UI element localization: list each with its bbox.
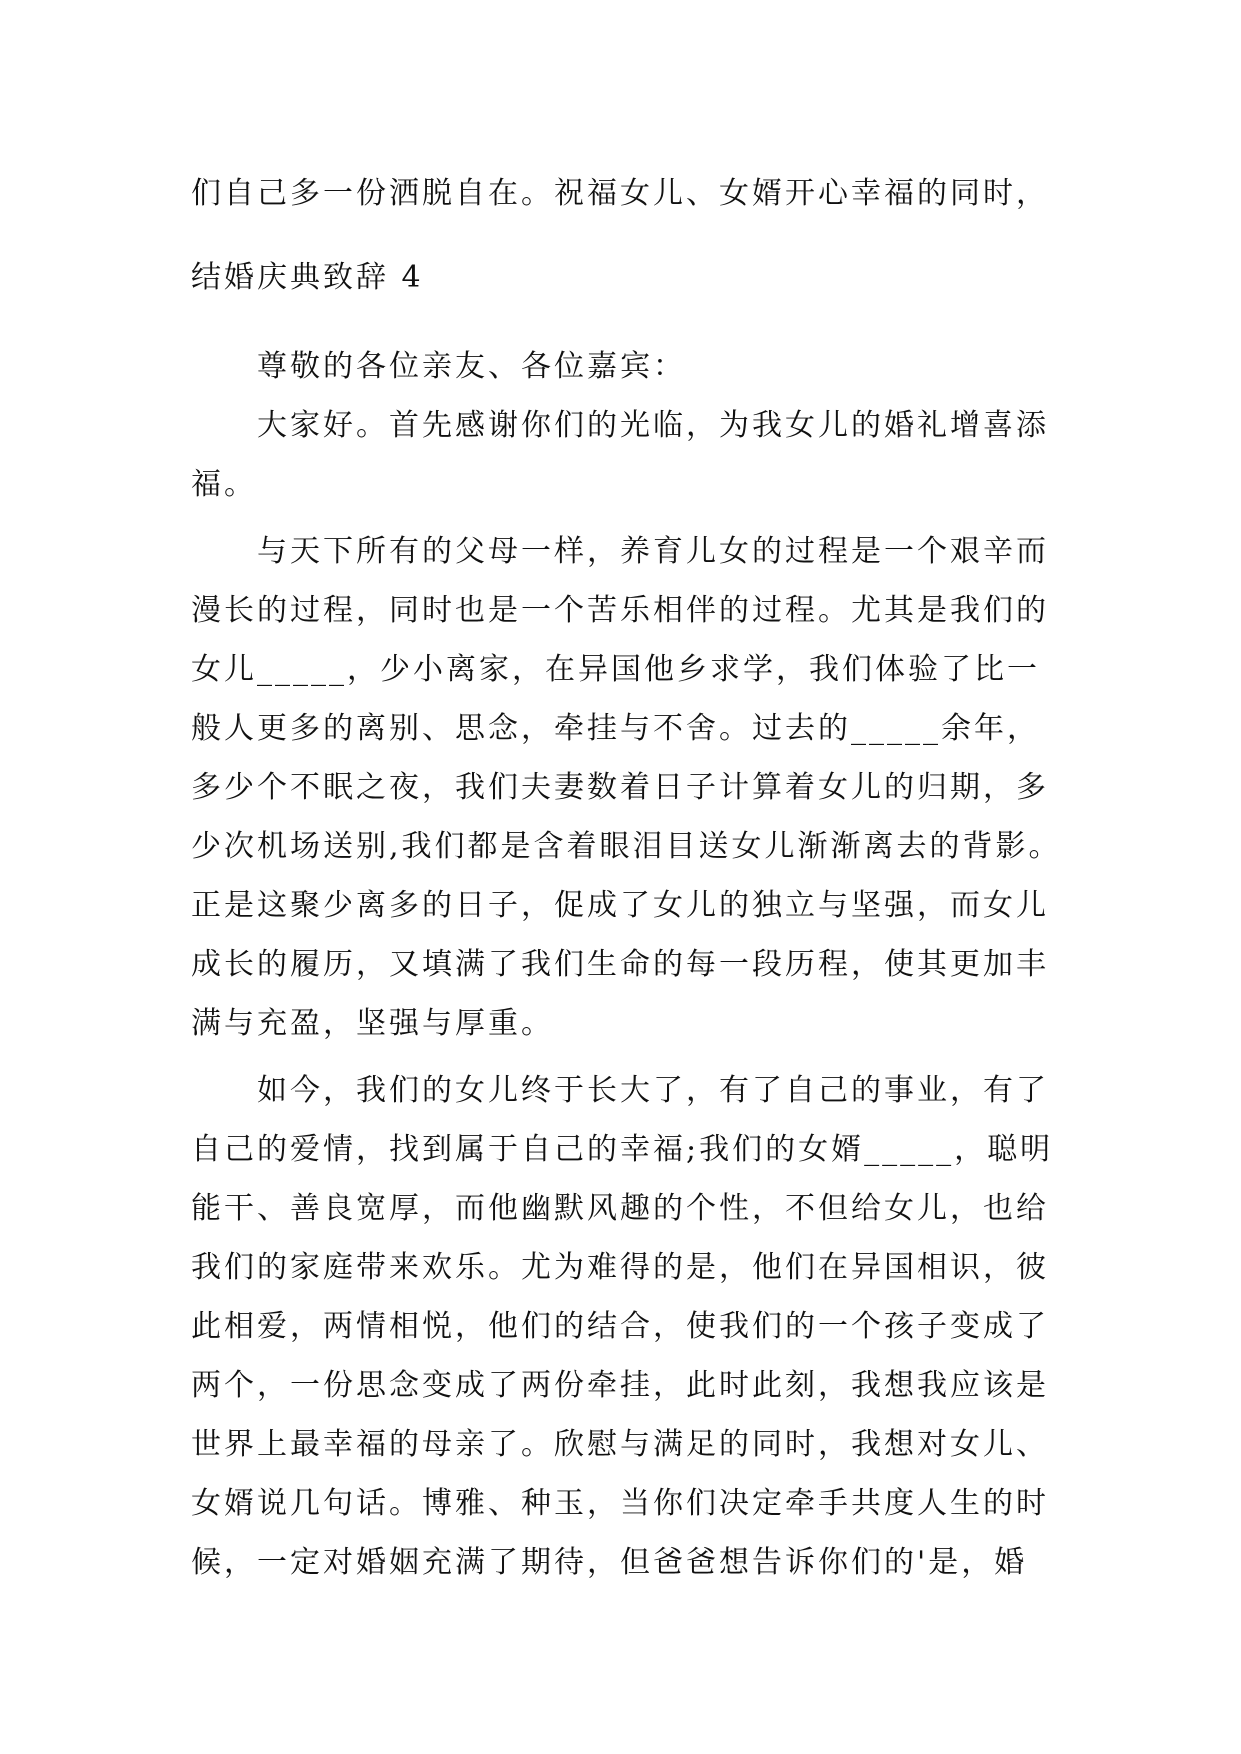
text-line: 少次机场送别,我们都是含着眼泪目送女儿渐渐离去的背影。: [191, 829, 1062, 864]
text-line: 福。: [191, 467, 257, 502]
text-line: 般人更多的离别、思念，牵挂与不舍。过去的_____余年，: [191, 711, 1040, 746]
continued-line: 们自己多一份洒脱自在。祝福女儿、女婿开心幸福的同时，: [191, 176, 1049, 211]
text-line: 多少个不眠之夜，我们夫妻数着日子计算着女儿的归期，多: [191, 770, 1049, 805]
paragraph-greeting: [191, 396, 1071, 514]
text-line: 世界上最幸福的母亲了。欣慰与满足的同时，我想对女儿、: [191, 1427, 1049, 1462]
text-line: 女儿_____，少小离家，在异国他乡求学，我们体验了比一: [191, 652, 1040, 687]
text-line: 与天下所有的父母一样，养育儿女的过程是一个艰辛而: [257, 534, 1049, 569]
text-line: 我们的家庭带来欢乐。尤为难得的是，他们在异国相识，彼: [191, 1250, 1049, 1285]
text-line: 如今，我们的女儿终于长大了，有了自己的事业，有了: [257, 1073, 1049, 1108]
text-line: 候，一定对婚姻充满了期待，但爸爸想告诉你们的'是，婚: [191, 1545, 1028, 1580]
paragraph-marriage: [191, 1061, 1071, 1592]
text-line: 大家好。首先感谢你们的光临，为我女儿的婚礼增喜添: [257, 408, 1049, 443]
text-line: 两个，一份思念变成了两份牵挂，此时此刻，我想我应该是: [191, 1368, 1049, 1403]
section-title: 结婚庆典致辞 4: [191, 260, 424, 295]
text-line: 此相爱，两情相悦，他们的结合，使我们的一个孩子变成了: [191, 1309, 1049, 1344]
paragraph-upbringing: [191, 522, 1071, 1053]
paragraph-salutation: [191, 337, 1071, 396]
document-body: [191, 337, 1071, 1592]
text-line: 正是这聚少离多的日子，促成了女儿的独立与坚强，而女儿: [191, 888, 1049, 923]
text-line: 满与充盈，坚强与厚重。: [191, 1006, 554, 1041]
text-line: 漫长的过程，同时也是一个苦乐相伴的过程。尤其是我们的: [191, 593, 1049, 628]
text-line: 能干、善良宽厚，而他幽默风趣的个性，不但给女儿，也给: [191, 1191, 1049, 1226]
text-line: 女婿说几句话。博雅、种玉，当你们决定牵手共度人生的时: [191, 1486, 1049, 1521]
text-line: 自己的爱情，找到属于自己的幸福;我们的女婿_____，聪明: [191, 1132, 1054, 1167]
text-line: 尊敬的各位亲友、各位嘉宾：: [257, 349, 686, 384]
text-line: 成长的履历，又填满了我们生命的每一段历程，使其更加丰: [191, 947, 1049, 982]
